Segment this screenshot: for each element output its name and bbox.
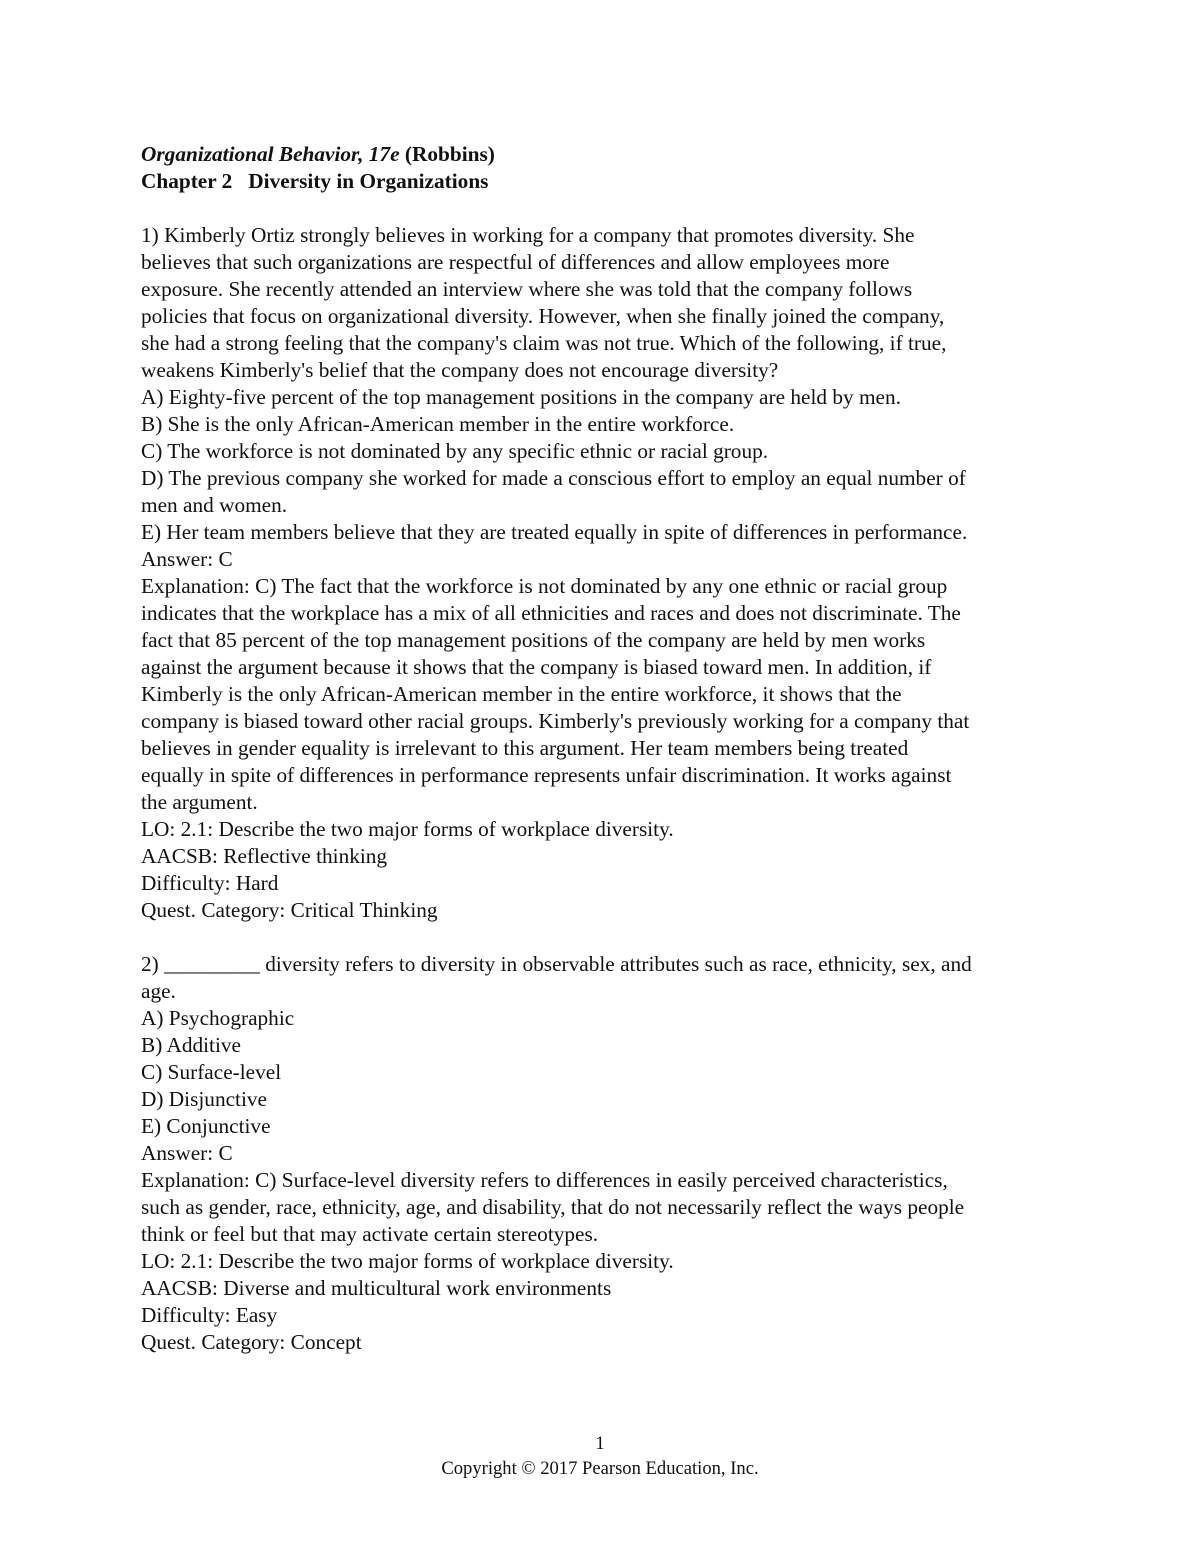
page-content xyxy=(141,141,1071,1356)
question-1-line: D) The previous company she worked for made a conscious effort to employ an equal number of xyxy=(141,466,966,490)
question-1-line: Kimberly is the only African-American member in the entire workforce, it shows that the xyxy=(141,682,902,706)
question-1-line: fact that 85 percent of the top management positions of the company are held by men works xyxy=(141,628,926,652)
page-number: 1 xyxy=(595,1433,605,1454)
question-2-line: Quest. Category: Concept xyxy=(141,1330,362,1354)
question-1-line: 1) Kimberly Ortiz strongly believes in working for a company that promotes diversity. She xyxy=(141,223,915,247)
book-title: Organizational Behavior, 17e xyxy=(141,142,400,166)
question-2-line: age. xyxy=(141,979,176,1003)
question-2-line: Answer: C xyxy=(141,1141,233,1165)
question-1-line: Explanation: C) The fact that the workforce is not dominated by any one ethnic or racial group xyxy=(141,574,948,598)
question-1-line: men and women. xyxy=(141,493,288,517)
question-1-line: the argument. xyxy=(141,790,258,814)
spacer xyxy=(141,924,1071,951)
question-1-line: A) Eighty-five percent of the top management positions in the company are held by men. xyxy=(141,385,901,409)
question-1-line: B) She is the only African-American member in the entire workforce. xyxy=(141,412,735,436)
question-2-line: think or feel but that may activate certain stereotypes. xyxy=(141,1222,599,1246)
question-1-line: C) The workforce is not dominated by any specific ethnic or racial group. xyxy=(141,439,769,463)
question-2-line: A) Psychographic xyxy=(141,1006,295,1030)
chapter-heading: Chapter 2 Diversity in Organizations xyxy=(141,169,489,193)
question-1-line: equally in spite of differences in performance represents unfair discrimination. It works against xyxy=(141,763,952,787)
question-1 xyxy=(141,222,1071,924)
question-2-line: AACSB: Diverse and multicultural work environments xyxy=(141,1276,612,1300)
question-2-line: 2) _________ diversity refers to diversity in observable attributes such as race, ethnicity, sex, and xyxy=(141,952,972,976)
question-2-line: LO: 2.1: Describe the two major forms of workplace diversity. xyxy=(141,1249,674,1273)
question-1-line: Quest. Category: Critical Thinking xyxy=(141,898,438,922)
question-2-line: Difficulty: Easy xyxy=(141,1303,278,1327)
question-2 xyxy=(141,951,1071,1356)
question-2-line: D) Disjunctive xyxy=(141,1087,267,1111)
question-1-line: indicates that the workplace has a mix of all ethnicities and races and does not discriminate. The xyxy=(141,601,961,625)
question-2-line: such as gender, race, ethnicity, age, and disability, that do not necessarily reflect the ways people xyxy=(141,1195,965,1219)
spacer xyxy=(141,195,1071,222)
book-author: (Robbins) xyxy=(399,142,495,166)
copyright-notice: Copyright © 2017 Pearson Education, Inc. xyxy=(441,1458,759,1479)
question-1-line: weakens Kimberly's belief that the company does not encourage diversity? xyxy=(141,358,779,382)
book-title-line xyxy=(141,141,1071,168)
question-1-line: she had a strong feeling that the company's claim was not true. Which of the following, if true, xyxy=(141,331,947,355)
question-2-line: E) Conjunctive xyxy=(141,1114,271,1138)
question-1-line: believes that such organizations are respectful of differences and allow employees more xyxy=(141,250,890,274)
question-1-line: policies that focus on organizational diversity. However, when she finally joined the company, xyxy=(141,304,945,328)
question-1-line: company is biased toward other racial groups. Kimberly's previously working for a company that xyxy=(141,709,970,733)
question-1-line: believes in gender equality is irrelevant to this argument. Her team members being treated xyxy=(141,736,909,760)
question-1-line: Difficulty: Hard xyxy=(141,871,279,895)
question-2-line: Explanation: C) Surface-level diversity refers to differences in easily perceived characteristics, xyxy=(141,1168,948,1192)
question-1-line: E) Her team members believe that they are treated equally in spite of differences in performance. xyxy=(141,520,968,544)
question-1-line: exposure. She recently attended an interview where she was told that the company follows xyxy=(141,277,913,301)
question-1-line: Answer: C xyxy=(141,547,233,571)
question-2-line: C) Surface-level xyxy=(141,1060,282,1084)
question-1-line: against the argument because it shows that the company is biased toward men. In addition, if xyxy=(141,655,932,679)
question-1-line: LO: 2.1: Describe the two major forms of workplace diversity. xyxy=(141,817,674,841)
question-2-line: B) Additive xyxy=(141,1033,241,1057)
question-1-line: AACSB: Reflective thinking xyxy=(141,844,388,868)
